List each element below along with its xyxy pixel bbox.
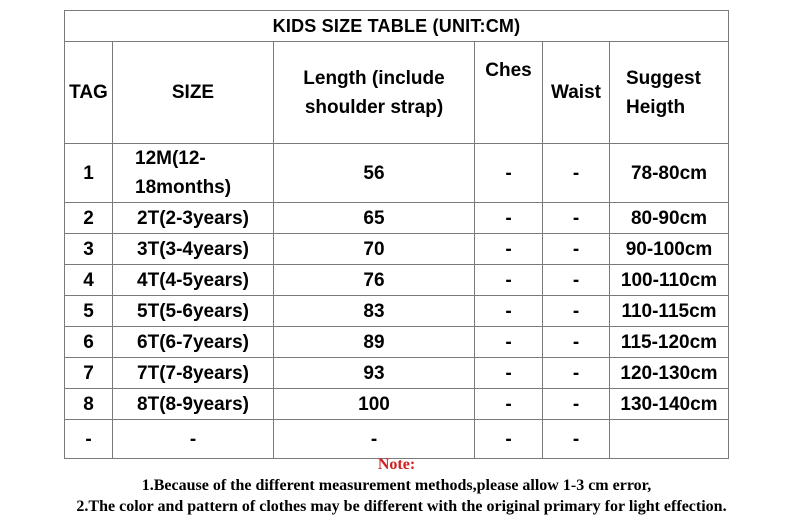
cell-tag: 8 [65, 389, 113, 420]
cell-waist: - [543, 296, 610, 327]
cell-height: 78-80cm [610, 144, 729, 203]
cell-length: 56 [274, 144, 475, 203]
cell-chest: - [475, 296, 543, 327]
cell-tag: 2 [65, 203, 113, 234]
cell-height: 130-140cm [610, 389, 729, 420]
header-height: Suggest Heigth [610, 42, 729, 144]
note-line-1: 1.Because of the different measurement methods,please allow 1-3 cm error, [141, 477, 652, 494]
cell-size: 3T(3-4years) [113, 234, 274, 265]
header-size: SIZE [113, 42, 274, 144]
table-row [65, 296, 729, 327]
cell-size: 4T(4-5years) [113, 265, 274, 296]
cell-waist: - [543, 234, 610, 265]
cell-waist: - [543, 358, 610, 389]
cell-height: 90-100cm [610, 234, 729, 265]
cell-height: 100-110cm [610, 265, 729, 296]
cell-length: - [274, 420, 475, 459]
cell-size: 7T(7-8years) [113, 358, 274, 389]
cell-tag: 7 [65, 358, 113, 389]
table-title: KIDS SIZE TABLE (UNIT:CM) [65, 11, 729, 42]
cell-length: 100 [274, 389, 475, 420]
table-row [65, 265, 729, 296]
header-length: Length (include shoulder strap) [274, 42, 475, 144]
cell-waist: - [543, 265, 610, 296]
header-chest: Ches [475, 42, 543, 144]
cell-waist: - [543, 327, 610, 358]
cell-height: 120-130cm [610, 358, 729, 389]
cell-chest: - [475, 327, 543, 358]
cell-tag: - [65, 420, 113, 459]
cell-waist: - [543, 389, 610, 420]
cell-chest: - [475, 234, 543, 265]
cell-length: 76 [274, 265, 475, 296]
table-row [65, 234, 729, 265]
cell-size: 12M(12-18months) [113, 144, 274, 203]
cell-length: 93 [274, 358, 475, 389]
header-tag: TAG [65, 42, 113, 144]
cell-height [610, 420, 729, 459]
cell-size: 8T(8-9years) [113, 389, 274, 420]
cell-tag: 6 [65, 327, 113, 358]
table-row [65, 144, 729, 203]
size-table [64, 10, 729, 459]
cell-chest: - [475, 144, 543, 203]
cell-tag: 4 [65, 265, 113, 296]
cell-waist: - [543, 420, 610, 459]
table-row [65, 420, 729, 459]
cell-length: 65 [274, 203, 475, 234]
cell-height: 80-90cm [610, 203, 729, 234]
cell-size: 2T(2-3years) [113, 203, 274, 234]
cell-length: 83 [274, 296, 475, 327]
cell-waist: - [543, 203, 610, 234]
note-line-2: 2.The color and pattern of clothes may be different with the original primary for light effection. [76, 498, 727, 515]
table-title-row [65, 11, 729, 42]
cell-length: 89 [274, 327, 475, 358]
cell-chest: - [475, 389, 543, 420]
cell-chest: - [475, 358, 543, 389]
cell-tag: 1 [65, 144, 113, 203]
cell-size: 5T(5-6years) [113, 296, 274, 327]
cell-size: 6T(6-7years) [113, 327, 274, 358]
table-row [65, 358, 729, 389]
cell-chest: - [475, 203, 543, 234]
cell-chest: - [475, 420, 543, 459]
cell-height: 115-120cm [610, 327, 729, 358]
cell-tag: 5 [65, 296, 113, 327]
notes-section [0, 455, 803, 517]
cell-size: - [113, 420, 274, 459]
note-title: Note: [377, 456, 416, 473]
table-row [65, 327, 729, 358]
cell-tag: 3 [65, 234, 113, 265]
cell-height: 110-115cm [610, 296, 729, 327]
cell-length: 70 [274, 234, 475, 265]
header-waist: Waist [543, 42, 610, 144]
cell-waist: - [543, 144, 610, 203]
table-row [65, 203, 729, 234]
cell-chest: - [475, 265, 543, 296]
table-header-row [65, 42, 729, 144]
table-row [65, 389, 729, 420]
